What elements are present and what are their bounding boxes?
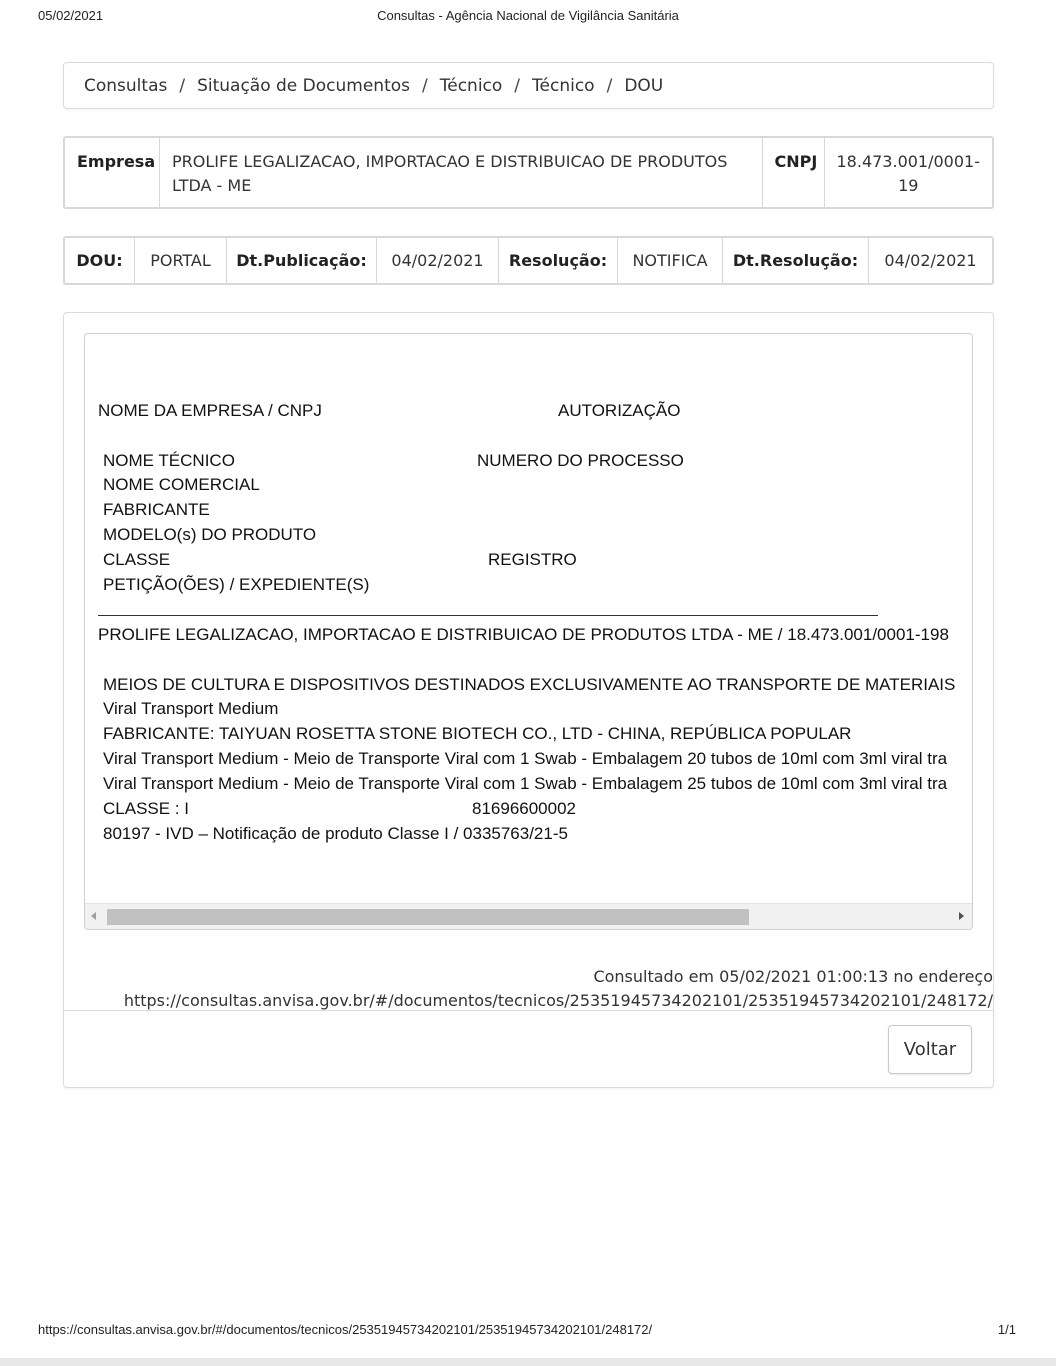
header-classe: CLASSE [103,550,171,569]
resolucao-label: Resolução: [508,251,608,270]
print-page-number: 1/1 [997,1322,1016,1337]
voltar-button[interactable]: Voltar [888,1025,972,1074]
empresa-name-line2: LTDA - ME [172,176,252,195]
bottom-bar [0,1358,1056,1366]
breadcrumb-dou: DOU [624,75,664,96]
value-nome-tecnico: MEIOS DE CULTURA E DISPOSITIVOS DESTINADOS EXCLUSIVAMENTE AO TRANSPORTE DE MATERIAIS [103,675,956,694]
value-peticao: 80197 - IVD – Notificação de produto Classe I / 0335763/21-5 [103,824,568,843]
value-modelo-2: Viral Transport Medium - Meio de Transporte Viral com 1 Swab - Embalagem 25 tubos de 10ml com 3ml viral tra [103,774,948,793]
empresa-table [63,136,994,209]
document-panel [63,312,994,1088]
header-peticoes: PETIÇÃO(ÕES) / EXPEDIENTE(S) [103,575,370,594]
cnpj-value-cell [825,138,993,207]
resolucao-value: NOTIFICA [632,251,708,270]
empresa-label: Empresa [77,152,156,171]
print-footer-url: https://consultas.anvisa.gov.br/#/documentos/tecnicos/25351945734202101/25351945734202101/248172/ [38,1322,653,1337]
value-modelo-1: Viral Transport Medium - Meio de Transporte Viral com 1 Swab - Embalagem 20 tubos de 10ml com 3ml viral tra [103,749,948,768]
dt-publicacao-value: 04/02/2021 [391,251,484,270]
header-numero-processo: NUMERO DO PROCESSO [477,451,684,470]
value-classe: CLASSE : I [103,799,189,818]
dt-publicacao-value-cell [377,238,499,283]
dou-table [63,236,994,285]
value-empresa-cnpj: PROLIFE LEGALIZACAO, IMPORTACAO E DISTRIBUICAO DE PRODUTOS LTDA - ME / 18.473.001/0001-198 [98,625,949,644]
resolucao-value-cell [618,238,723,283]
header-nome-tecnico: NOME TÉCNICO [103,451,235,470]
document-content [85,334,972,903]
dou-label-cell [65,238,135,283]
breadcrumb-situacao-documentos[interactable]: Situação de Documentos [197,75,411,96]
header-modelos: MODELO(s) DO PRODUTO [103,525,317,544]
value-registro: 81696600002 [472,799,577,818]
consulta-url: https://consultas.anvisa.gov.br/#/documentos/tecnicos/25351945734202101/25351945734202101/248172/ [123,991,993,1010]
breadcrumb-separator: / [606,75,613,96]
consulta-timestamp: Consultado em 05/02/2021 01:00:13 no endereço [593,967,993,986]
dou-label: DOU: [76,251,123,270]
dt-resolucao-value-cell [869,238,992,283]
scroll-left-arrow-icon[interactable] [91,912,96,920]
document-viewer[interactable] [84,333,973,930]
breadcrumb [63,62,994,109]
breadcrumb-tecnico[interactable]: Técnico [439,75,503,96]
dt-publicacao-label-cell [227,238,377,283]
scroll-right-arrow-icon[interactable] [959,912,964,920]
consulta-info [64,965,993,1013]
print-date: 05/02/2021 [38,8,104,23]
document-divider [98,615,878,616]
value-fabricante: FABRICANTE: TAIYUAN ROSETTA STONE BIOTECH CO., LTD - CHINA, REPÚBLICA POPULAR [103,724,852,743]
breadcrumb-separator: / [179,75,186,96]
dt-publicacao-label: Dt.Publicação: [236,251,367,270]
header-autorizacao: AUTORIZAÇÃO [558,401,681,420]
breadcrumb-consultas[interactable]: Consultas [84,75,168,96]
dt-resolucao-label: Dt.Resolução: [732,251,859,270]
cnpj-label-cell [763,138,825,207]
header-fabricante: FABRICANTE [103,500,210,519]
scrollbar-thumb[interactable] [107,909,749,925]
breadcrumb-separator: / [422,75,428,96]
panel-divider [64,1010,993,1011]
header-nome-empresa: NOME DA EMPRESA / CNPJ [98,401,322,420]
dt-resolucao-value: 04/02/2021 [884,251,977,270]
print-header [38,8,1018,26]
cnpj-label: CNPJ [774,152,818,171]
breadcrumb-tecnico-2[interactable]: Técnico [532,75,595,96]
header-nome-comercial: NOME COMERCIAL [103,475,260,494]
value-nome-comercial: Viral Transport Medium [103,699,279,718]
empresa-label-cell [65,138,160,207]
horizontal-scrollbar[interactable] [85,903,972,929]
empresa-name-line1: PROLIFE LEGALIZACAO, IMPORTACAO E DISTRIBUICAO DE PRODUTOS [172,152,728,171]
dou-value-cell [135,238,227,283]
header-registro: REGISTRO [488,550,577,569]
empresa-value-cell [160,138,763,207]
cnpj-value-line2: 19 [898,176,919,195]
dt-resolucao-label-cell [723,238,869,283]
resolucao-label-cell [499,238,618,283]
cnpj-value-line1: 18.473.001/0001- [836,152,980,171]
print-page-title: Consultas - Agência Nacional de Vigilância Sanitária [377,8,679,23]
breadcrumb-separator: / [514,75,521,96]
dou-value: PORTAL [150,251,211,270]
